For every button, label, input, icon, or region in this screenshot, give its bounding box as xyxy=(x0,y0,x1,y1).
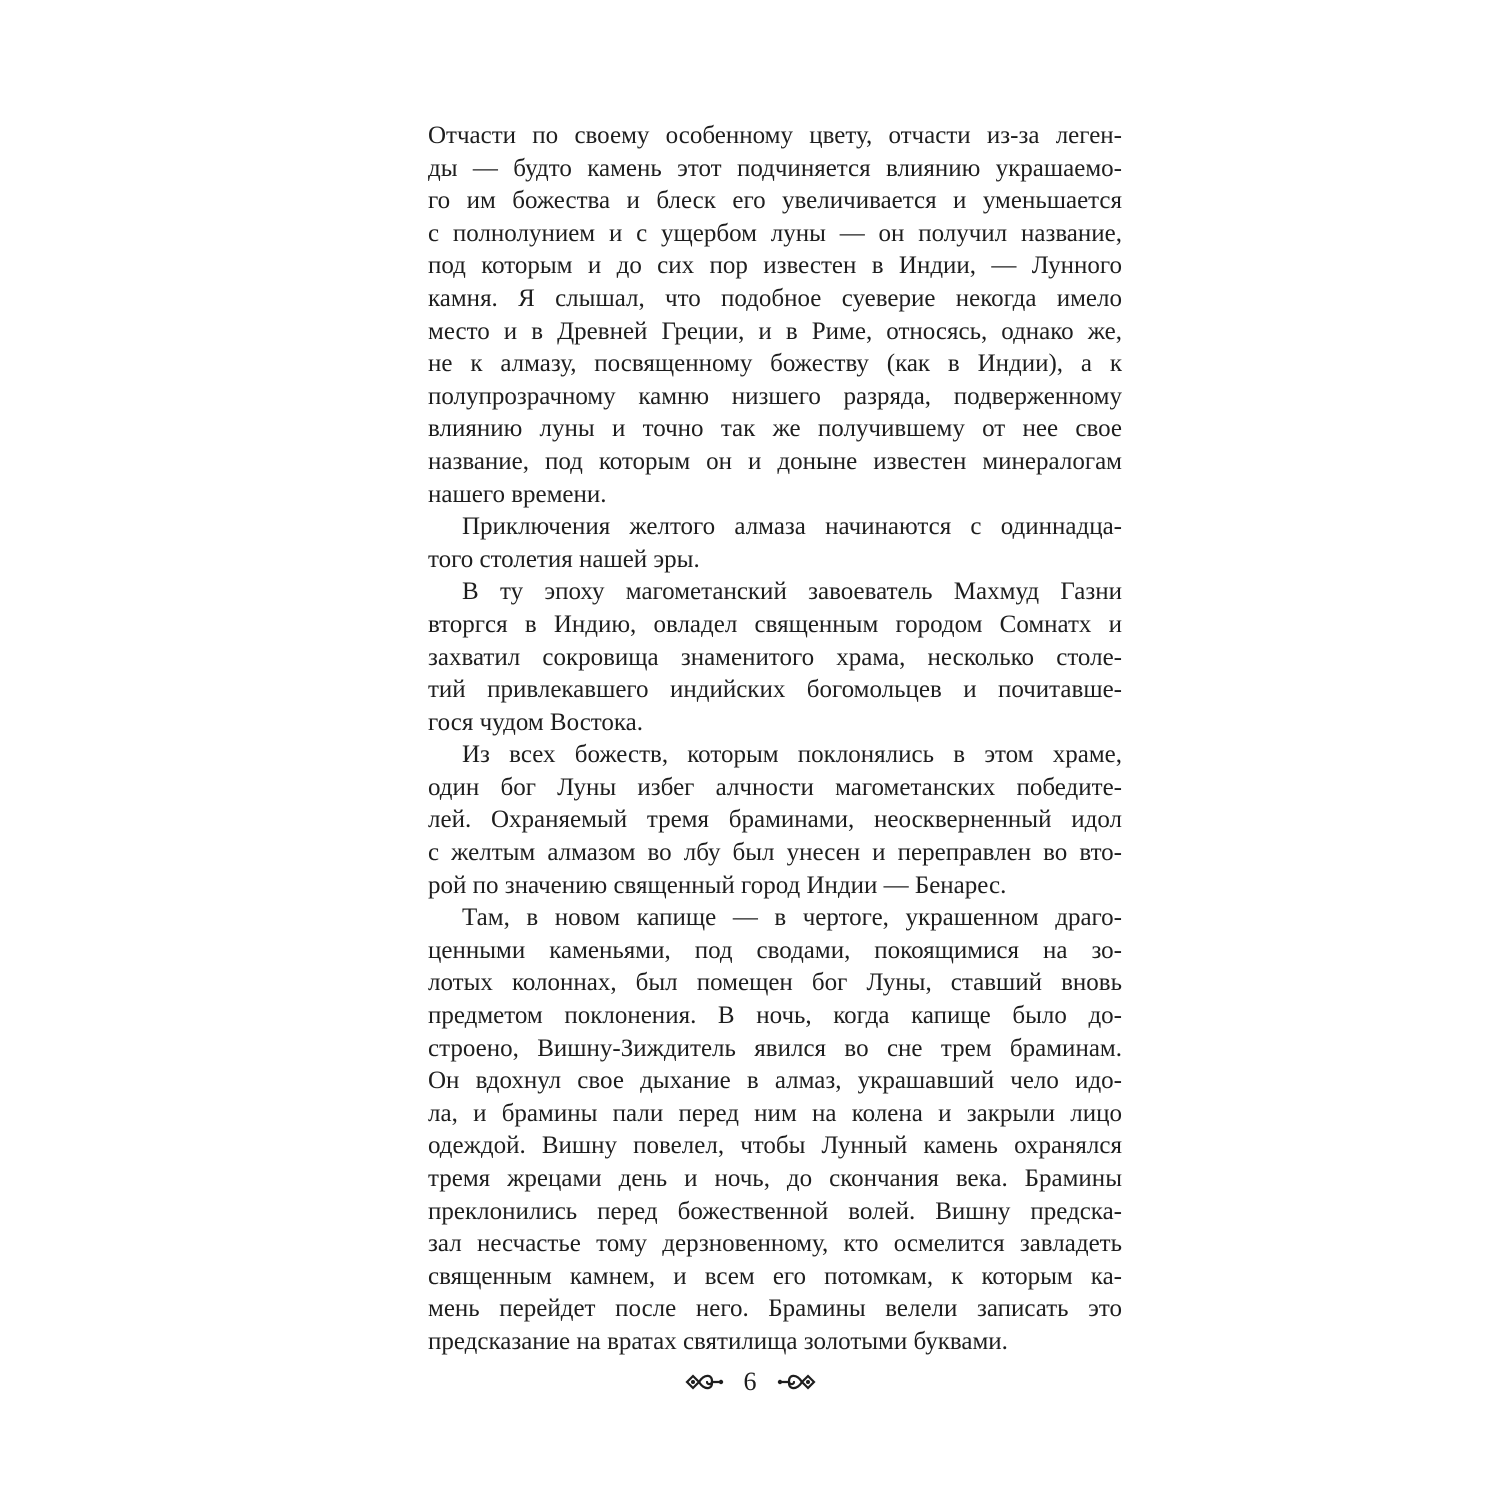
text-line: строено, Вишну-Зиждитель явился во сне трем браминам. xyxy=(428,1034,1122,1062)
paragraph xyxy=(428,902,1122,1358)
text-line: влиянию луны и точно так же получившему от нее свое xyxy=(428,415,1122,443)
text-line: название, под которым он и доныне известен минералогам xyxy=(428,447,1122,475)
text-line: предметом поклонения. В ночь, когда капище было до- xyxy=(428,1002,1122,1030)
text-line: тремя жрецами день и ночь, до скончания века. Брамины xyxy=(428,1165,1122,1192)
text-line: вторгся в Индию, овладел священным городом Сомнатх и xyxy=(428,610,1122,638)
text-line: лей. Охраняемый тремя браминами, неоскверненный идол xyxy=(428,806,1122,834)
text-line: гося чудом Востока. xyxy=(428,708,644,736)
text-line: В ту эпоху магометанский завоеватель Махмуд Газни xyxy=(462,578,1122,606)
text-line: Из всех божеств, которым поклонялись в этом храме, xyxy=(462,741,1122,769)
flourish-ornament-left-icon xyxy=(684,1370,724,1394)
text-line: го им божества и блеск его увеличивается и уменьшается xyxy=(428,187,1122,215)
text-line: камня. Я слышал, что подобное суеверие некогда имело xyxy=(428,284,1122,312)
text-line: с желтым алмазом во лбу был унесен и переправлен во вто- xyxy=(428,839,1122,867)
text-line: один бог Луны избег алчности магометанских победите- xyxy=(428,773,1122,801)
flourish-ornament-right-icon xyxy=(777,1370,817,1394)
text-line: одеждой. Вишну повелел, чтобы Лунный камень охранялся xyxy=(428,1132,1122,1160)
text-line: ды — будто камень этот подчиняется влиянию украшаемо- xyxy=(428,154,1122,182)
text-line: предсказание на вратах святилища золотыми буквами. xyxy=(428,1327,1008,1355)
text-line: тий привлекавшего индийских богомольцев и почитавше- xyxy=(428,676,1122,704)
text-line: рой по значению священный город Индии — Бенарес. xyxy=(428,871,1007,899)
text-line: преклонились перед божественной волей. Вишну предска- xyxy=(428,1197,1122,1225)
text-line: лотых колоннах, был помещен бог Луны, ставший вновь xyxy=(428,969,1122,997)
text-line: Отчасти по своему особенному цвету, отчасти из-за леген- xyxy=(428,122,1122,149)
text-line: нашего времени. xyxy=(428,480,607,508)
body-text xyxy=(428,120,1122,1359)
text-line: место и в Древней Греции, и в Риме, относясь, однако же, xyxy=(428,317,1122,345)
text-line: Там, в новом капище — в чертоге, украшенном драго- xyxy=(462,904,1122,932)
text-line: Приключения желтого алмаза начинаются с одиннадца- xyxy=(462,513,1122,541)
page-number: 6 xyxy=(743,1367,757,1396)
paragraph xyxy=(428,576,1122,739)
text-line: с полнолунием и с ущербом луны — он получил название, xyxy=(428,219,1122,247)
text-line: под которым и до сих пор известен в Индии, — Лунного xyxy=(428,252,1122,280)
text-line: не к алмазу, посвященному божеству (как в Индии), а к xyxy=(428,350,1122,378)
text-line: захватил сокровища знаменитого храма, несколько столе- xyxy=(428,643,1122,671)
text-line: ценными каменьями, под сводами, покоящимися на зо- xyxy=(428,936,1122,964)
text-line: ла, и брамины пали перед ним на колена и закрыли лицо xyxy=(428,1099,1122,1127)
text-line: священным камнем, и всем его потомкам, к которым ка- xyxy=(428,1262,1122,1290)
paragraph xyxy=(428,120,1122,511)
text-line: того столетия нашей эры. xyxy=(428,545,700,573)
page-footer xyxy=(0,1362,1500,1402)
text-line: полупрозрачному камню низшего разряда, подверженному xyxy=(428,382,1122,410)
text-line: зал несчастье тому дерзновенному, кто осмелится завладеть xyxy=(428,1230,1122,1258)
paragraph xyxy=(428,739,1122,902)
text-line: Он вдохнул свое дыхание в алмаз, украшавший чело идо- xyxy=(428,1067,1122,1095)
paragraph xyxy=(428,511,1122,576)
text-line: мень перейдет после него. Брамины велели записать это xyxy=(428,1295,1122,1323)
